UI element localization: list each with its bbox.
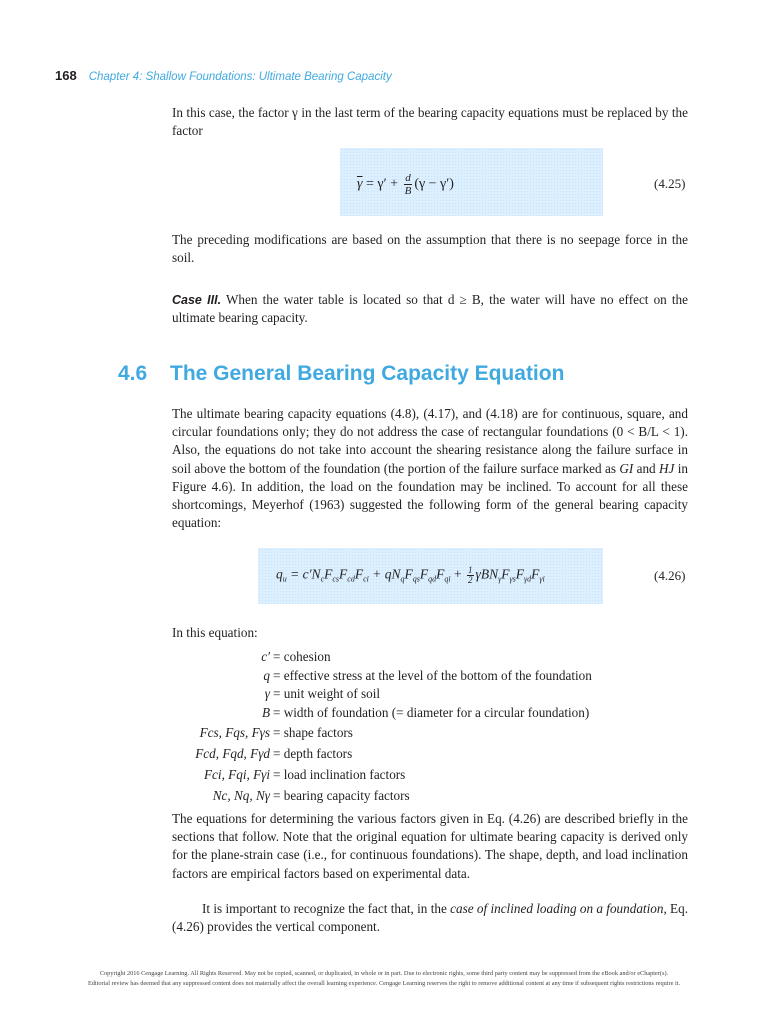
intro-paragraph: In this case, the factor γ in the last term of the bearing capacity equations must be replaced by the factor (172, 105, 688, 139)
definition-row: Fcs, Fqs, Fγs = shape factors (199, 725, 353, 740)
fraction-one-half: $\frac{1}{2}$ (468, 565, 473, 585)
definition-row: Fcd, Fqd, Fγd = depth factors (195, 746, 353, 761)
in-this-equation-label: In this equation: (172, 625, 258, 640)
section-number: 4.6 (118, 362, 148, 385)
definition-row: Fci, Fqi, Fγi = load inclination factors (204, 767, 406, 782)
definition-row: Nc, Nq, Nγ = bearing capacity factors (212, 788, 410, 803)
definition-row: c′ = cohesion (261, 649, 331, 664)
section-heading (118, 362, 564, 386)
section-title: The General Bearing Capacity Equation (170, 362, 565, 385)
fraction-d-over-b: $\frac{d}{B}$ (404, 172, 412, 197)
copyright-line-2: Editorial review has deemed that any suppressed content does not materially affect the overall learning experience. Cengage Learning reserves the right to remove additional content at any time if subsequent rights restrictions require it. (87, 980, 681, 987)
copyright-line-1: Copyright 2016 Cengage Learning. All Rights Reserved. May not be copied, scanned, or duplicated, in whole or in part. Due to electronic rights, some third party content may be suppressed from the eBook and/or eChapter(s). (99, 970, 669, 977)
gamma-bar: $\overline{\gamma}$ (357, 176, 363, 192)
case-iii-label: Case III. (172, 293, 222, 307)
equation-4-26: $q_u = c'N_cF_{cs}F_{cd}F_{ci} + qN_qF_{qs}F_{qd}F_{qi}$ + $\frac{1}{2}$ $\gamma BN_\gamma F_{\gamma s}F_{\gamma d}F_{\gamma i}$ (276, 565, 545, 585)
equation-4-25: $\overline{\gamma} = \gamma'$ + $\frac{d}{B}$ (γ − γ′) (357, 172, 454, 197)
definition-row: B = width of foundation (= diameter for a circular foundation) (261, 704, 590, 720)
equation-4-26-number: (4.26) (654, 568, 686, 583)
definition-row: γ = unit weight of soil (264, 686, 381, 701)
running-header (55, 68, 392, 84)
case-iii-paragraph (172, 291, 688, 327)
modifications-paragraph: The preceding modifications are based on the assumption that there is no seepage force in the soil. (172, 232, 688, 266)
page-number: 168 (55, 68, 77, 83)
general-equation-paragraph: The ultimate bearing capacity equations (4.8), (4.17), and (4.18) are for continuous, square, and circular foundations only; they do not address the case of rectangular foundations (0 < B/L < 1). Also, the equations do not take into account the shearing resistance along the failure surface in soil above the bottom of the foundation (the portion of the failure surface marked as GI and HJ in Figure 4.6). In addition, the load on the foundation may be inclined. To account for all these shortcomings, Meyerhof (1963) suggested the following form of the general bearing capacity equation: (172, 406, 689, 531)
factors-description-paragraph: The equations for determining the various factors given in Eq. (4.26) are described briefly in the sections that follow. Note that the original equation for ultimate bearing capacity is derived only for the plane-strain case (i.e., for continuous foundations). The shape, depth, and load inclination factors are empirical factors based on experimental data. (172, 811, 688, 881)
chapter-title: Chapter 4: Shallow Foundations: Ultimate Bearing Capacity (88, 71, 392, 83)
inclined-loading-paragraph: It is important to recognize the fact that, in the case of inclined loading on a foundation, Eq. (4.26) provides the vertical component. (172, 901, 688, 935)
definition-row: q = effective stress at the level of the bottom of the foundation (263, 667, 592, 683)
symbol-definitions (160, 648, 700, 806)
equation-4-25-number: (4.25) (654, 176, 686, 191)
case-iii-text: When the water table is located so that d ≥ B, the water will have no effect on the ultimate bearing capacity. (172, 292, 689, 326)
